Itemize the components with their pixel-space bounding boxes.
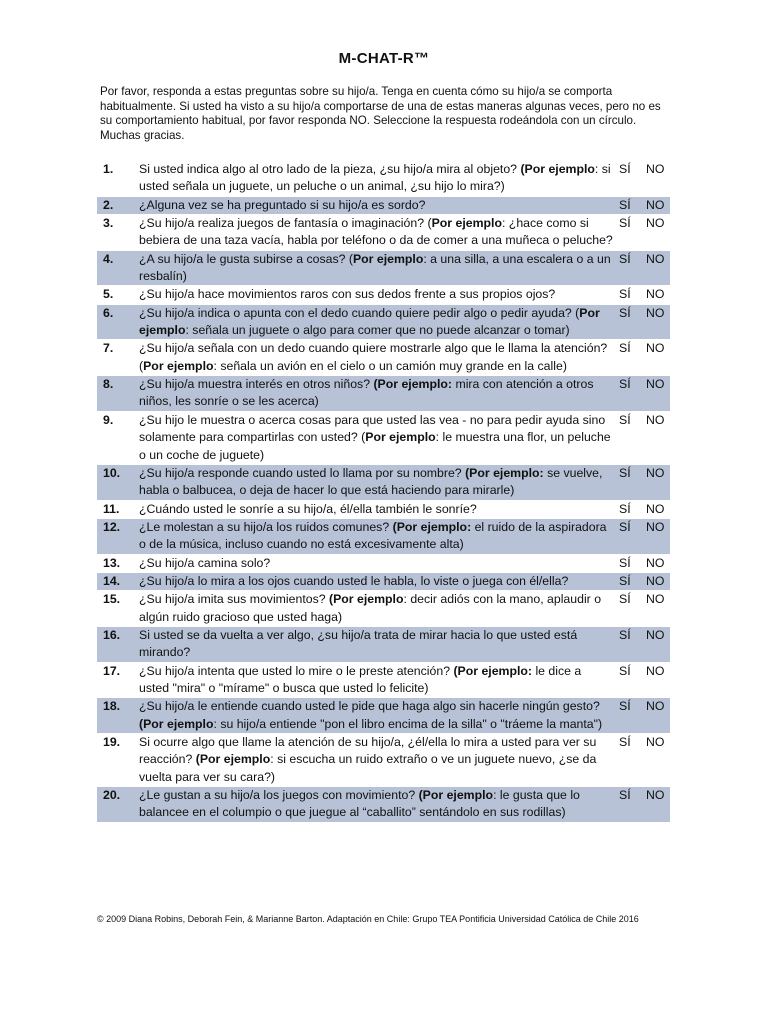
example-label: (Por ejemplo: <box>373 377 453 392</box>
question-text <box>139 518 619 554</box>
question-number: 8. <box>97 376 139 412</box>
question-row <box>97 161 670 196</box>
question-text-segment: Si usted se da vuelta a ver algo, ¿su hijo/a trata de mirar hacia lo que usted está mirando? <box>139 627 578 660</box>
answer-no-option[interactable]: NO <box>646 787 670 823</box>
answer-no-option[interactable]: NO <box>646 250 670 286</box>
answer-no-option[interactable]: NO <box>646 411 670 464</box>
question-row <box>97 286 670 304</box>
answer-yes-option[interactable]: SÍ <box>619 215 646 251</box>
question-text-segment: : a una silla, a una escalera o a un resbalín) <box>139 251 611 284</box>
question-number: 14. <box>97 572 139 590</box>
question-number: 18. <box>97 698 139 734</box>
answer-yes-option[interactable]: SÍ <box>619 626 646 662</box>
answer-no-option[interactable]: NO <box>646 518 670 554</box>
question-number: 6. <box>97 304 139 340</box>
answer-no-option[interactable]: NO <box>646 662 670 698</box>
question-text-segment: : si escucha un ruido extraño o ve un juguete nuevo, ¿se da vuelta para ver su cara?) <box>139 752 597 784</box>
answer-no-option[interactable]: NO <box>646 196 670 214</box>
question-row <box>97 787 670 823</box>
answer-no-option[interactable]: NO <box>646 161 670 196</box>
question-text <box>139 662 619 698</box>
example-label: Por ejemplo <box>365 430 436 445</box>
question-text-segment: Si ocurre algo que llame la atención de su hijo/a, ¿él/ella lo mira a usted para ver su reacción? <box>139 735 597 767</box>
question-number: 2. <box>97 196 139 214</box>
question-row <box>97 376 670 412</box>
example-label: Por ejemplo <box>139 305 600 338</box>
question-text <box>139 376 619 412</box>
answer-no-option[interactable]: NO <box>646 572 670 590</box>
answer-no-option[interactable]: NO <box>646 286 670 304</box>
question-text-segment: : le muestra una flor, un peluche o un coche de juguete) <box>139 430 611 462</box>
answer-no-option[interactable]: NO <box>646 304 670 340</box>
example-label: (Por ejemplo: <box>453 663 533 678</box>
question-row <box>97 572 670 590</box>
answer-no-option[interactable]: NO <box>646 734 670 787</box>
question-number: 4. <box>97 250 139 286</box>
question-text <box>139 554 619 572</box>
intro-paragraph: Por favor, responda a estas preguntas sobre su hijo/a. Tenga en cuenta cómo su hijo/a se comporta habitualmente. Si usted ha visto a su hijo/a comportarse de una de estas maneras algunas veces, pero no es su comportamiento habitual, por favor responda NO. Seleccione la respuesta rodeándola con un círculo. Muchas gracias. <box>100 85 661 142</box>
question-text-segment: ¿Su hijo/a muestra interés en otros niños? <box>139 377 374 392</box>
answer-yes-option[interactable]: SÍ <box>619 518 646 554</box>
answer-yes-option[interactable]: SÍ <box>619 304 646 340</box>
question-number: 13. <box>97 554 139 572</box>
question-text-segment: : su hijo/a entiende "pon el libro encima de la silla" o "tráeme la manta") <box>213 716 603 731</box>
answer-no-option[interactable]: NO <box>646 340 670 376</box>
question-text-segment: : señala un juguete o algo para comer que no puede alcanzar o tomar) <box>185 323 570 338</box>
example-label: (Por ejemplo: <box>465 465 544 480</box>
question-text <box>139 572 619 590</box>
answer-no-option[interactable]: NO <box>646 698 670 734</box>
question-text-segment: ¿Cuándo usted le sonríe a su hijo/a, él/ella también le sonríe? <box>139 501 477 516</box>
example-label: (Por ejemplo <box>195 752 271 767</box>
question-row <box>97 250 670 286</box>
example-label: Por ejemplo <box>143 358 214 373</box>
question-text-segment: ¿Su hijo/a responde cuando usted lo llama por su nombre? <box>139 465 466 480</box>
question-text-segment: : ¿hace como si bebiera de una taza vacía, habla por teléfono o da de comer a una muñeca o peluche? <box>139 216 613 248</box>
question-text <box>139 304 619 340</box>
answer-yes-option[interactable]: SÍ <box>619 734 646 787</box>
question-number: 7. <box>97 340 139 376</box>
question-text-segment: el ruido de la aspiradora o de la música, incluso cuando no está excesivamente alta) <box>139 519 607 552</box>
question-row <box>97 626 670 662</box>
answer-yes-option[interactable]: SÍ <box>619 662 646 698</box>
answer-yes-option[interactable]: SÍ <box>619 500 646 518</box>
answer-yes-option[interactable]: SÍ <box>619 161 646 196</box>
question-text <box>139 286 619 304</box>
question-row <box>97 215 670 251</box>
answer-yes-option[interactable]: SÍ <box>619 376 646 412</box>
question-text-segment: : le gusta que lo balancee en el columpio o que juegue al “caballito” sentándolo en sus rodillas) <box>139 788 580 820</box>
question-row <box>97 304 670 340</box>
question-text <box>139 787 619 823</box>
question-number: 9. <box>97 411 139 464</box>
question-text-segment: ¿Su hijo/a intenta que usted lo mire o le preste atención? <box>139 663 454 678</box>
question-text-segment: ¿Su hijo/a indica o apunta con el dedo cuando quiere pedir algo o pedir ayuda? ( <box>139 305 580 320</box>
question-row <box>97 662 670 698</box>
answer-yes-option[interactable]: SÍ <box>619 250 646 286</box>
question-number: 15. <box>97 591 139 627</box>
questionnaire-table <box>97 161 670 823</box>
answer-yes-option[interactable]: SÍ <box>619 464 646 500</box>
question-text-segment: se vuelve, habla o balbucea, o deja de hacer lo que está haciendo para mirarle) <box>139 465 603 498</box>
answer-no-option[interactable]: NO <box>646 591 670 627</box>
answer-yes-option[interactable]: SÍ <box>619 698 646 734</box>
question-text-segment: mira con atención a otros niños, les sonríe o se les acerca) <box>139 377 594 409</box>
question-number: 11. <box>97 500 139 518</box>
question-text-segment: ¿Alguna vez se ha preguntado si su hijo/a es sordo? <box>139 197 426 212</box>
page-title: M-CHAT-R™ <box>338 50 430 67</box>
question-text <box>139 626 619 662</box>
answer-yes-option[interactable]: SÍ <box>619 340 646 376</box>
answer-yes-option[interactable]: SÍ <box>619 411 646 464</box>
question-text <box>139 591 619 627</box>
question-text <box>139 500 619 518</box>
example-label: Por ejemplo <box>352 251 424 266</box>
example-label: (Por ejemplo <box>329 592 404 607</box>
question-row <box>97 591 670 627</box>
question-row <box>97 411 670 464</box>
example-label: (Por ejemplo <box>520 162 595 176</box>
question-text <box>139 196 619 214</box>
question-text-segment: ¿Le gustan a su hijo/a los juegos con movimiento? <box>139 788 419 803</box>
answer-no-option[interactable]: NO <box>646 464 670 500</box>
question-row <box>97 554 670 572</box>
question-text-segment: ¿Le molestan a su hijo/a los ruidos comunes? <box>139 519 393 534</box>
question-text-segment: ¿Su hijo/a señala con un dedo cuando quiere mostrarle algo que le llama la atención? ( <box>139 341 608 373</box>
answer-yes-option[interactable]: SÍ <box>619 591 646 627</box>
question-row <box>97 734 670 787</box>
question-text-segment: ¿A su hijo/a le gusta subirse a cosas? ( <box>139 251 353 266</box>
answer-no-option[interactable]: NO <box>646 215 670 251</box>
question-text <box>139 464 619 500</box>
question-row <box>97 698 670 734</box>
question-row <box>97 464 670 500</box>
question-text-segment: ¿Su hijo/a lo mira a los ojos cuando usted le habla, lo viste o juega con él/ella? <box>139 573 569 588</box>
answer-yes-option[interactable]: SÍ <box>619 286 646 304</box>
answer-no-option[interactable]: NO <box>646 500 670 518</box>
copyright-footer: © 2009 Diana Robins, Deborah Fein, & Marianne Barton. Adaptación en Chile: Grupo TEA Pontificia Universidad Católica de Chile 2016 <box>97 914 639 924</box>
question-text-segment: : señala un avión en el cielo o un camión muy grande en la calle) <box>213 358 567 373</box>
question-number: 3. <box>97 215 139 251</box>
question-text-segment: ¿Su hijo le muestra o acerca cosas para que usted las vea - no para pedir ayuda sino solamente para compartirlas con usted? ( <box>139 412 606 445</box>
question-number: 20. <box>97 787 139 823</box>
question-row <box>97 500 670 518</box>
question-text <box>139 340 619 376</box>
question-text-segment: : si usted señala un juguete, un peluche o un animal, ¿su hijo lo mira?) <box>139 162 611 194</box>
answer-no-option[interactable]: NO <box>646 554 670 572</box>
answer-yes-option[interactable]: SÍ <box>619 572 646 590</box>
question-text-segment: ¿Su hijo/a camina solo? <box>139 555 271 570</box>
question-number: 10. <box>97 464 139 500</box>
question-text-segment: : decir adiós con la mano, aplaudir o algún ruido gracioso que usted haga) <box>139 592 602 624</box>
question-number: 1. <box>97 161 139 196</box>
question-row <box>97 518 670 554</box>
example-label: (Por ejemplo: <box>392 519 472 534</box>
question-text <box>139 161 619 196</box>
answer-yes-option[interactable]: SÍ <box>619 196 646 214</box>
question-number: 12. <box>97 518 139 554</box>
question-text-segment: ¿Su hijo/a imita sus movimientos? <box>139 592 329 607</box>
question-text-segment: le dice a usted "mira" o "mírame" o busca que usted lo felicite) <box>139 663 582 695</box>
question-text <box>139 250 619 286</box>
question-text-segment: ¿Su hijo/a realiza juegos de fantasía o imaginación? ( <box>139 216 432 231</box>
question-row <box>97 340 670 376</box>
question-text-segment: Si usted indica algo al otro lado de la pieza, ¿su hijo/a mira al objeto? <box>139 162 521 176</box>
question-number: 17. <box>97 662 139 698</box>
question-text <box>139 215 619 251</box>
example-label: (Por ejemplo <box>139 716 214 731</box>
example-label: (Por ejemplo <box>418 788 494 803</box>
question-text <box>139 698 619 734</box>
answer-no-option[interactable]: NO <box>646 626 670 662</box>
question-text-segment: ¿Su hijo/a le entiende cuando usted le pide que haga algo sin hacerle ningún gesto? <box>139 699 600 714</box>
answer-no-option[interactable]: NO <box>646 376 670 412</box>
answer-yes-option[interactable]: SÍ <box>619 554 646 572</box>
question-text-segment: ¿Su hijo/a hace movimientos raros con sus dedos frente a sus propios ojos? <box>139 287 556 302</box>
question-number: 5. <box>97 286 139 304</box>
question-row <box>97 196 670 214</box>
answer-yes-option[interactable]: SÍ <box>619 787 646 823</box>
question-number: 16. <box>97 626 139 662</box>
question-text <box>139 411 619 464</box>
example-label: Por ejemplo <box>431 216 502 231</box>
question-number: 19. <box>97 734 139 787</box>
question-text <box>139 734 619 787</box>
